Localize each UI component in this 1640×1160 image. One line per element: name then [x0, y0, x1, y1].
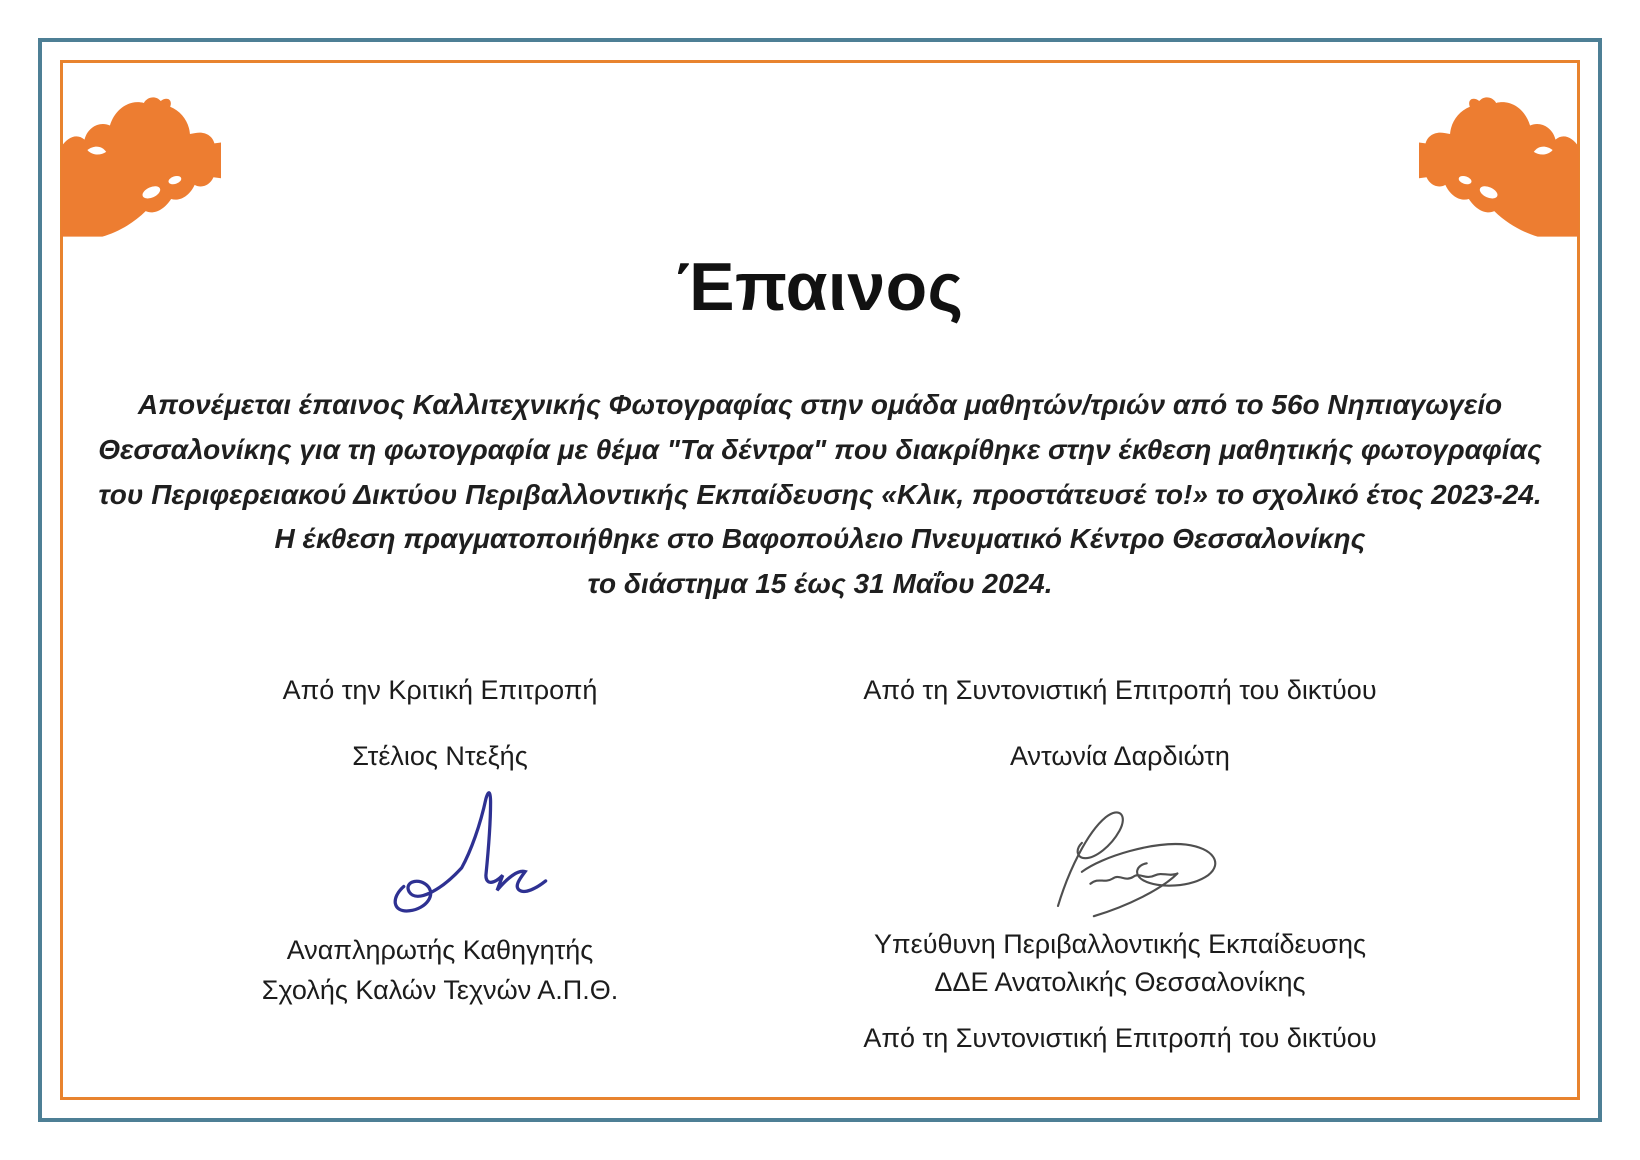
signature-right: [995, 778, 1295, 923]
left-signer-name: Στέλιος Ντεξής: [352, 741, 528, 771]
right-committee-label: Από τη Συντονιστική Επιτροπή του δικτύου: [863, 675, 1377, 705]
photographer-icon: [61, 93, 221, 239]
exhibition-details: [0, 516, 1640, 606]
right-role-line: ΔΔΕ Ανατολικής Θεσσαλονίκης: [934, 967, 1306, 997]
exhibition-details-line: το διάστημα 15 έως 31 Μαΐου 2024.: [587, 568, 1053, 599]
award-description-line: Θεσσαλονίκης για τη φωτογραφία με θέμα "Τα δέντρα" που διακρίθηκε στην έκθεση μαθητικής φωτογραφίας: [98, 434, 1542, 465]
award-description-line: Απονέμεται έπαινος Καλλιτεχνικής Φωτογραφίας στην ομάδα μαθητών/τριών από το 56ο Νηπιαγωγείο: [137, 389, 1503, 420]
left-signer-role: [140, 930, 740, 1010]
right-role-line: Υπεύθυνη Περιβαλλοντικής Εκπαίδευσης: [874, 929, 1366, 959]
left-role-line: Σχολής Καλών Τεχνών Α.Π.Θ.: [261, 975, 619, 1005]
photographer-icon-mirrored: [1419, 93, 1579, 239]
award-description-line: του Περιφερειακού Δικτύου Περιβαλλοντικής Εκπαίδευσης «Κλικ, προστάτευσέ το!» το σχολικό έτος 2023-24.: [98, 479, 1542, 510]
left-committee-label: Από την Κριτική Επιτροπή: [282, 675, 598, 705]
right-committee-footer: Από τη Συντονιστική Επιτροπή του δικτύου: [863, 1023, 1377, 1053]
right-signer-role: [820, 925, 1420, 1001]
exhibition-details-line: Η έκθεση πραγματοποιήθηκε στο Βαφοπούλειο Πνευματικό Κέντρο Θεσσαλονίκης: [274, 523, 1366, 554]
award-description: [0, 382, 1640, 517]
signature-left: [345, 782, 610, 922]
right-signer-name: Αντωνία Δαρδιώτη: [1010, 741, 1230, 771]
certificate-title: Έπαινος: [676, 249, 964, 325]
left-role-line: Αναπληρωτής Καθηγητής: [286, 935, 594, 965]
